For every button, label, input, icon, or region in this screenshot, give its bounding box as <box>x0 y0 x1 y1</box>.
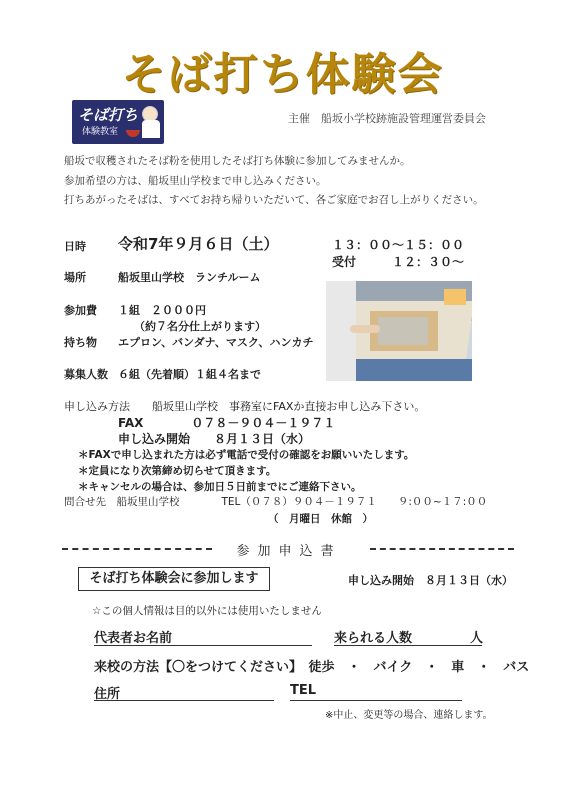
fax-number: FAX ０７８－９０４－１９７１ <box>118 416 336 430</box>
closed-day: （ 月曜日 休館 ） <box>268 513 373 525</box>
note-3: ＊キャンセルの場合は、参加日５日前までにご連絡下さい。 <box>78 481 362 493</box>
bring-value: エプロン、バンダナ、マスク、ハンカチ <box>118 336 314 349</box>
bowl-icon <box>126 130 140 137</box>
organizer: 主催 船坂小学校跡施設管理運営委員会 <box>288 112 486 125</box>
fee-note: （約７名分仕上がります） <box>134 320 266 333</box>
address-label: 住所 <box>94 687 121 702</box>
soba-logo <box>72 100 164 144</box>
address-field[interactable] <box>94 700 274 701</box>
count-unit: 人 <box>470 631 484 646</box>
rep-name-field[interactable] <box>94 645 312 646</box>
count-label: 来られる人数 <box>334 631 413 646</box>
note-1: ＊FAXで申し込まれた方は必ず電話で受付の確認をお願いいたします。 <box>78 449 415 461</box>
tel-field[interactable] <box>290 700 462 701</box>
apply-method: 申し込み方法 船坂里山学校 事務室にFAXか直接お申し込み下さい。 <box>64 400 426 413</box>
logo-text: そば打ち <box>78 106 139 124</box>
event-time: １３：００～１５：００ <box>332 238 465 252</box>
fee-value: １組 ２０００円 <box>118 304 206 317</box>
count-field[interactable] <box>334 645 482 646</box>
page-title: そば打ち体験会 <box>121 49 444 100</box>
form-apply-start: 申し込み開始 ８月１３日（水） <box>348 574 513 587</box>
fee-label: 参加費 <box>64 304 97 317</box>
date-label: 日時 <box>64 240 86 253</box>
form-section-title: 参加申込書 <box>236 544 342 559</box>
contact-info: 問合せ先 船坂里山学校 TEL（０７８）９０４－１９７１ ９:００~１７:００ <box>64 496 488 508</box>
capacity-label: 募集人数 <box>64 368 108 381</box>
intro-line-3: 打ちあがったそばは、すべてお持ち帰りいただいて、各ご家庭でお召し上がりください。 <box>64 194 484 206</box>
logo-subtext: 体験教室 <box>82 127 119 137</box>
place-value: 船坂里山学校 ランチルーム <box>118 271 261 284</box>
reception-time: 受付 １２：３０～ <box>332 255 465 269</box>
apply-start: 申し込み開始 ８月１３日（水） <box>118 432 311 446</box>
intro-line-2: 参加希望の方は、船坂里山学校まで申し込みください。 <box>64 175 327 187</box>
tel-label: TEL <box>290 683 317 698</box>
separator-left <box>62 548 212 550</box>
event-date: 令和7年９月６日（土） <box>118 235 279 253</box>
capacity-value: ６組（先着順）１組４名まで <box>118 368 261 381</box>
rep-name-label: 代表者お名前 <box>94 631 173 646</box>
transport-options[interactable]: 来校の方法【〇をつけてください】 徒歩 ・ バイク ・ 車 ・ バス <box>94 660 530 675</box>
privacy-note: ☆この個人情報は目的以外には使用いたしません <box>92 605 322 617</box>
intro-line-1: 船坂で収穫されたそば粉を使用したそば打ち体験に参加してみませんか。 <box>64 155 411 167</box>
separator-right <box>370 548 514 550</box>
chef-body-icon <box>142 120 160 138</box>
footnote: ※中止、変更等の場合、連絡します。 <box>325 710 493 721</box>
bring-label: 持ち物 <box>64 336 97 349</box>
soba-making-photo <box>326 281 472 381</box>
note-2: ＊定員になり次第締め切らせて頂きます。 <box>78 465 277 477</box>
form-title: そば打ち体験会に参加します <box>78 567 270 591</box>
place-label: 場所 <box>64 271 86 284</box>
